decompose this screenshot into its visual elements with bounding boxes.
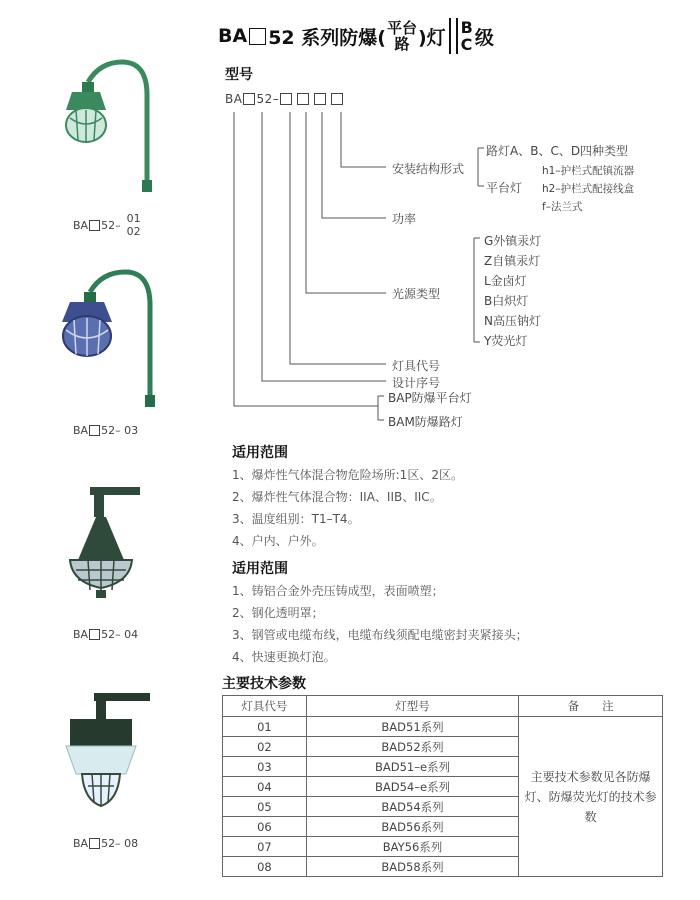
cell-code: 02: [223, 737, 307, 757]
caption-04: [73, 628, 138, 641]
label-h1: h1–护栏式配镇流器: [542, 165, 635, 177]
label-flange: f–法兰式: [542, 201, 583, 213]
caption-03: [73, 424, 138, 437]
col-header-note: 备 注: [519, 696, 663, 717]
cell-code: 08: [223, 857, 307, 877]
lamp-illustrations: [0, 0, 210, 900]
cell-model: BAD52系列: [306, 737, 519, 757]
scope2-item: 1、铸铝合金外壳压铸成型，表面喷塑；: [232, 584, 444, 598]
title-class-top: B: [460, 18, 473, 37]
model-heading: 型号: [225, 67, 253, 83]
source-item: Z自镇汞灯: [484, 254, 541, 268]
title-stack-top: 平台: [386, 19, 417, 37]
caption-mid: 52– 03: [101, 424, 139, 437]
caption-placeholder-box: [89, 220, 100, 231]
title-stack-bottom: 路: [394, 35, 410, 53]
caption-mid: 52– 08: [101, 837, 139, 850]
source-item: G外镇汞灯: [484, 234, 542, 248]
page-title: [218, 14, 494, 58]
source-item: N高压钠灯: [484, 314, 541, 328]
lamp-image-08: [66, 693, 150, 806]
col-header-model: 灯型号: [306, 696, 519, 717]
cell-model: BAD58系列: [306, 857, 519, 877]
label-road-types: 路灯A、B、C、D四种类型: [486, 144, 629, 158]
caption-mid: 52–: [101, 218, 121, 232]
title-class-word: 级: [474, 26, 494, 49]
lamp-image-01-02: [66, 62, 152, 192]
title-prefix: BA: [218, 25, 248, 47]
cell-model: BAD54–e系列: [306, 777, 519, 797]
scope1-item: 4、户内、户外。: [232, 534, 324, 548]
cell-code: 05: [223, 797, 307, 817]
caption-mid: 52– 04: [101, 628, 139, 641]
note-text: 主要技术参数见各防爆灯、防爆荧光灯的技术参数: [524, 769, 657, 824]
cell-model: BAD51–e系列: [306, 757, 519, 777]
label-design-seq: 设计序号: [392, 376, 441, 390]
col-header-code: 灯具代号: [223, 696, 307, 717]
caption-code-bottom: 02: [126, 225, 141, 238]
scope2-item: 3、钢管或电缆布线，电缆布线须配电缆密封夹紧接头；: [232, 628, 528, 642]
model-code-prefix: BA: [225, 92, 243, 106]
table-row: [223, 717, 663, 737]
cell-code: 07: [223, 837, 307, 857]
caption-placeholder-box: [89, 425, 100, 436]
caption-placeholder-box: [89, 838, 100, 849]
cell-code: 06: [223, 817, 307, 837]
label-bam: BAM防爆路灯: [388, 415, 463, 429]
label-lamp-code: 灯具代号: [392, 359, 441, 373]
cell-model: BAD54系列: [306, 797, 519, 817]
scope1-item: 2、爆炸性气体混合物：IIA、IIB、IIC。: [232, 490, 442, 504]
cell-code: 03: [223, 757, 307, 777]
cell-code: 01: [223, 717, 307, 737]
caption-code-top: 01: [126, 212, 141, 225]
model-code-mid: 52–: [256, 92, 280, 106]
title-double-bar: [449, 18, 458, 54]
scope2-item: 2、钢化透明罩；: [232, 606, 324, 620]
scope1-heading: 适用范围: [232, 445, 288, 461]
model-code-diagram: [220, 100, 490, 435]
title-class-bottom: C: [460, 35, 473, 54]
caption-08: [73, 837, 138, 850]
caption-prefix: BA: [73, 424, 89, 437]
cell-note: [519, 717, 663, 877]
label-power: 功率: [392, 212, 417, 226]
label-platform-lamp: 平台灯: [486, 181, 523, 195]
cell-model: BAD51系列: [306, 717, 519, 737]
lamp-image-03: [62, 272, 155, 407]
scope2-item: 4、快速更换灯泡。: [232, 650, 336, 664]
caption-placeholder-box: [89, 629, 100, 640]
caption-codes: [127, 212, 141, 238]
scope1-item: 3、温度组别：T1–T4。: [232, 512, 360, 526]
label-bap: BAP防爆平台灯: [388, 391, 472, 405]
title-main: 52 系列防爆(: [268, 26, 386, 49]
source-item: L金卤灯: [484, 274, 527, 288]
table-heading: 主要技术参数: [222, 676, 306, 692]
table-header-row: [223, 696, 663, 717]
title-placeholder-box: [249, 28, 266, 45]
caption-prefix: BA: [73, 837, 89, 850]
cell-model: BAD56系列: [306, 817, 519, 837]
source-item: Y荧光灯: [484, 334, 528, 348]
title-stack: [387, 20, 417, 52]
label-light-source: 光源类型: [392, 287, 441, 301]
cell-model: BAY56系列: [306, 837, 519, 857]
caption-prefix: BA: [73, 628, 89, 641]
title-class: [461, 19, 473, 53]
spec-table: [222, 695, 663, 877]
source-item: B白炽灯: [484, 294, 529, 308]
title-suffix: )灯: [417, 26, 446, 49]
label-h2: h2–护栏式配接线盒: [542, 183, 635, 195]
cell-code: 04: [223, 777, 307, 797]
caption-01-02: [73, 212, 141, 238]
label-install-structure: 安装结构形式: [392, 162, 465, 176]
scope2-heading: 适用范围: [232, 561, 288, 577]
lamp-image-04: [70, 487, 140, 598]
caption-prefix: BA: [73, 218, 89, 232]
scope1-item: 1、爆炸性气体混合物危险场所:1区、2区。: [232, 468, 463, 482]
